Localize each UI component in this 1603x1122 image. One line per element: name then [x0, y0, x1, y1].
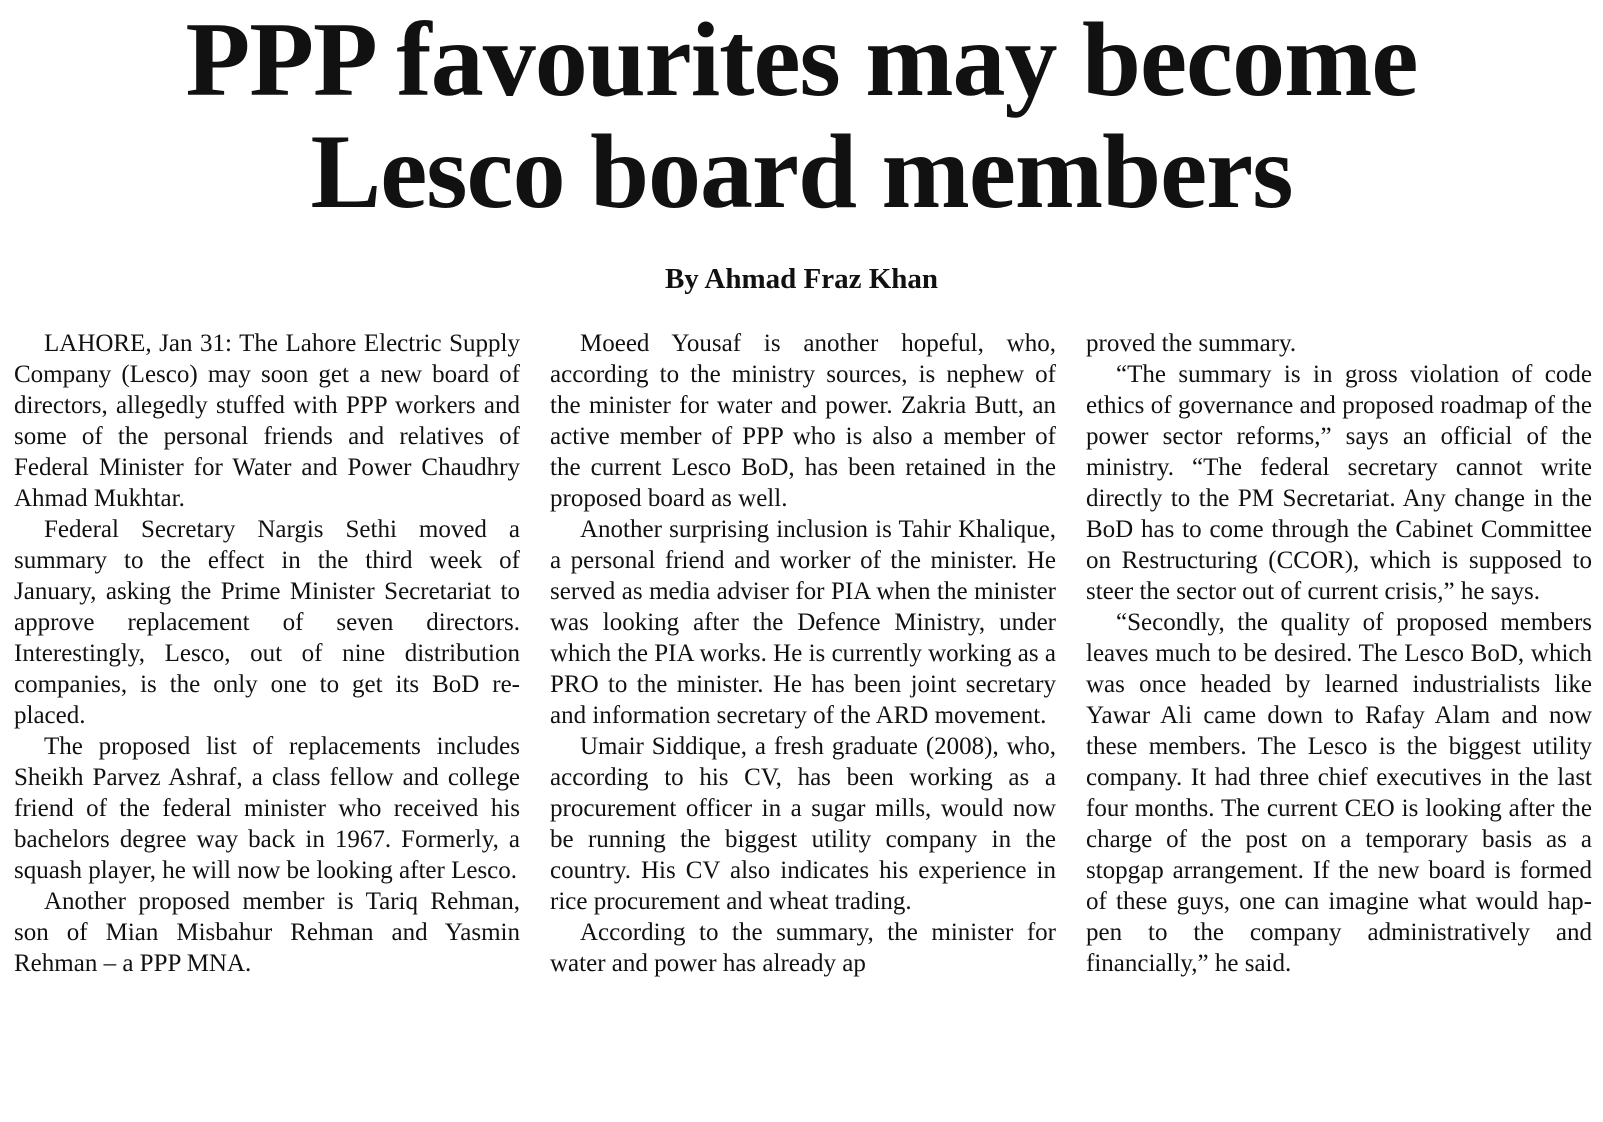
- article-body: [14, 328, 1594, 1118]
- paragraph: proved the summary.: [1086, 330, 1297, 357]
- paragraph: Another proposed member is Tariq Rehman, son of Mian Misbahur Rehman and Yasmin Rehman – a PPP MNA.: [14, 888, 520, 977]
- column-3: [1086, 328, 1592, 979]
- byline: By Ahmad Fraz Khan: [664, 263, 939, 295]
- column-2: [550, 328, 1056, 979]
- headline-line-1: PPP favourites may become: [185, 1, 1418, 118]
- paragraph: “The summary is in gross violation of code ethics of governance and proposed roadmap of the power sector reforms,” says an official of the ministry. “The federal secretary cannot write directly to the PM Secretariat. Any change in the BoD has to come through the Cabinet Committee on Restructuring (CCOR), which is supposed to steer the sector out of current crisis,” he says.: [1086, 361, 1592, 605]
- paragraph: According to the summary, the minister for water and power has already ap: [550, 919, 1056, 977]
- paragraph: “Secondly, the quality of proposed members leaves much to be desired. The Lesco BoD, which was once headed by learned industrialists like Yawar Ali came down to Rafay Alam and now these members. The Lesco is the biggest utility company. It had three chief executives in the last four months. The current CEO is looking after the charge of the post on a temporary basis as a stopgap arrangement. If the new board is formed of these guys, one can imagine what would happen to the company administratively and financially,” he said.: [1086, 609, 1592, 977]
- paragraph: Moeed Yousaf is another hopeful, who, according to the ministry sources, is nephew of the minister for water and power. Zakria Butt, an active member of PPP who is also a member of the current Lesco BoD, has been retained in the proposed board as well.: [550, 330, 1056, 512]
- paragraph: The proposed list of replacements includes Sheikh Parvez Ashraf, a class fellow and college friend of the federal minister who received his bachelors degree way back in 1967. Formerly, a squash player, he will now be looking after Lesco.: [14, 733, 520, 884]
- paragraph: LAHORE, Jan 31: The Lahore Electric Supply Company (Lesco) may soon get a new board of directors, allegedly stuffed with PPP workers and some of the personal friends and relatives of Federal Minister for Water and Power Chaudhry Ahmad Mukhtar.: [14, 330, 520, 512]
- headline-line-2: Lesco board members: [310, 113, 1293, 230]
- headline: [0, 1, 1603, 230]
- column-1: [14, 328, 520, 979]
- paragraph: Another surprising inclusion is Tahir Khalique, a personal friend and worker of the minister. He served as media adviser for PIA when the minister was looking after the Defence Ministry, under which the PIA works. He is currently working as a PRO to the minister. He has been joint secretary and information secretary of the ARD movement.: [550, 516, 1056, 729]
- paragraph: Federal Secretary Nargis Sethi moved a summary to the effect in the third week of January, asking the Prime Minister Secretariat to approve replacement of seven directors. Interestingly, Lesco, out of nine distribution companies, is the only one to get its BoD replaced.: [14, 516, 520, 729]
- paragraph: Umair Siddique, a fresh graduate (2008), who, according to his CV, has been working as a procurement officer in a sugar mills, would now be running the biggest utility company in the country. His CV also indicates his experience in rice procurement and wheat trading.: [550, 733, 1056, 915]
